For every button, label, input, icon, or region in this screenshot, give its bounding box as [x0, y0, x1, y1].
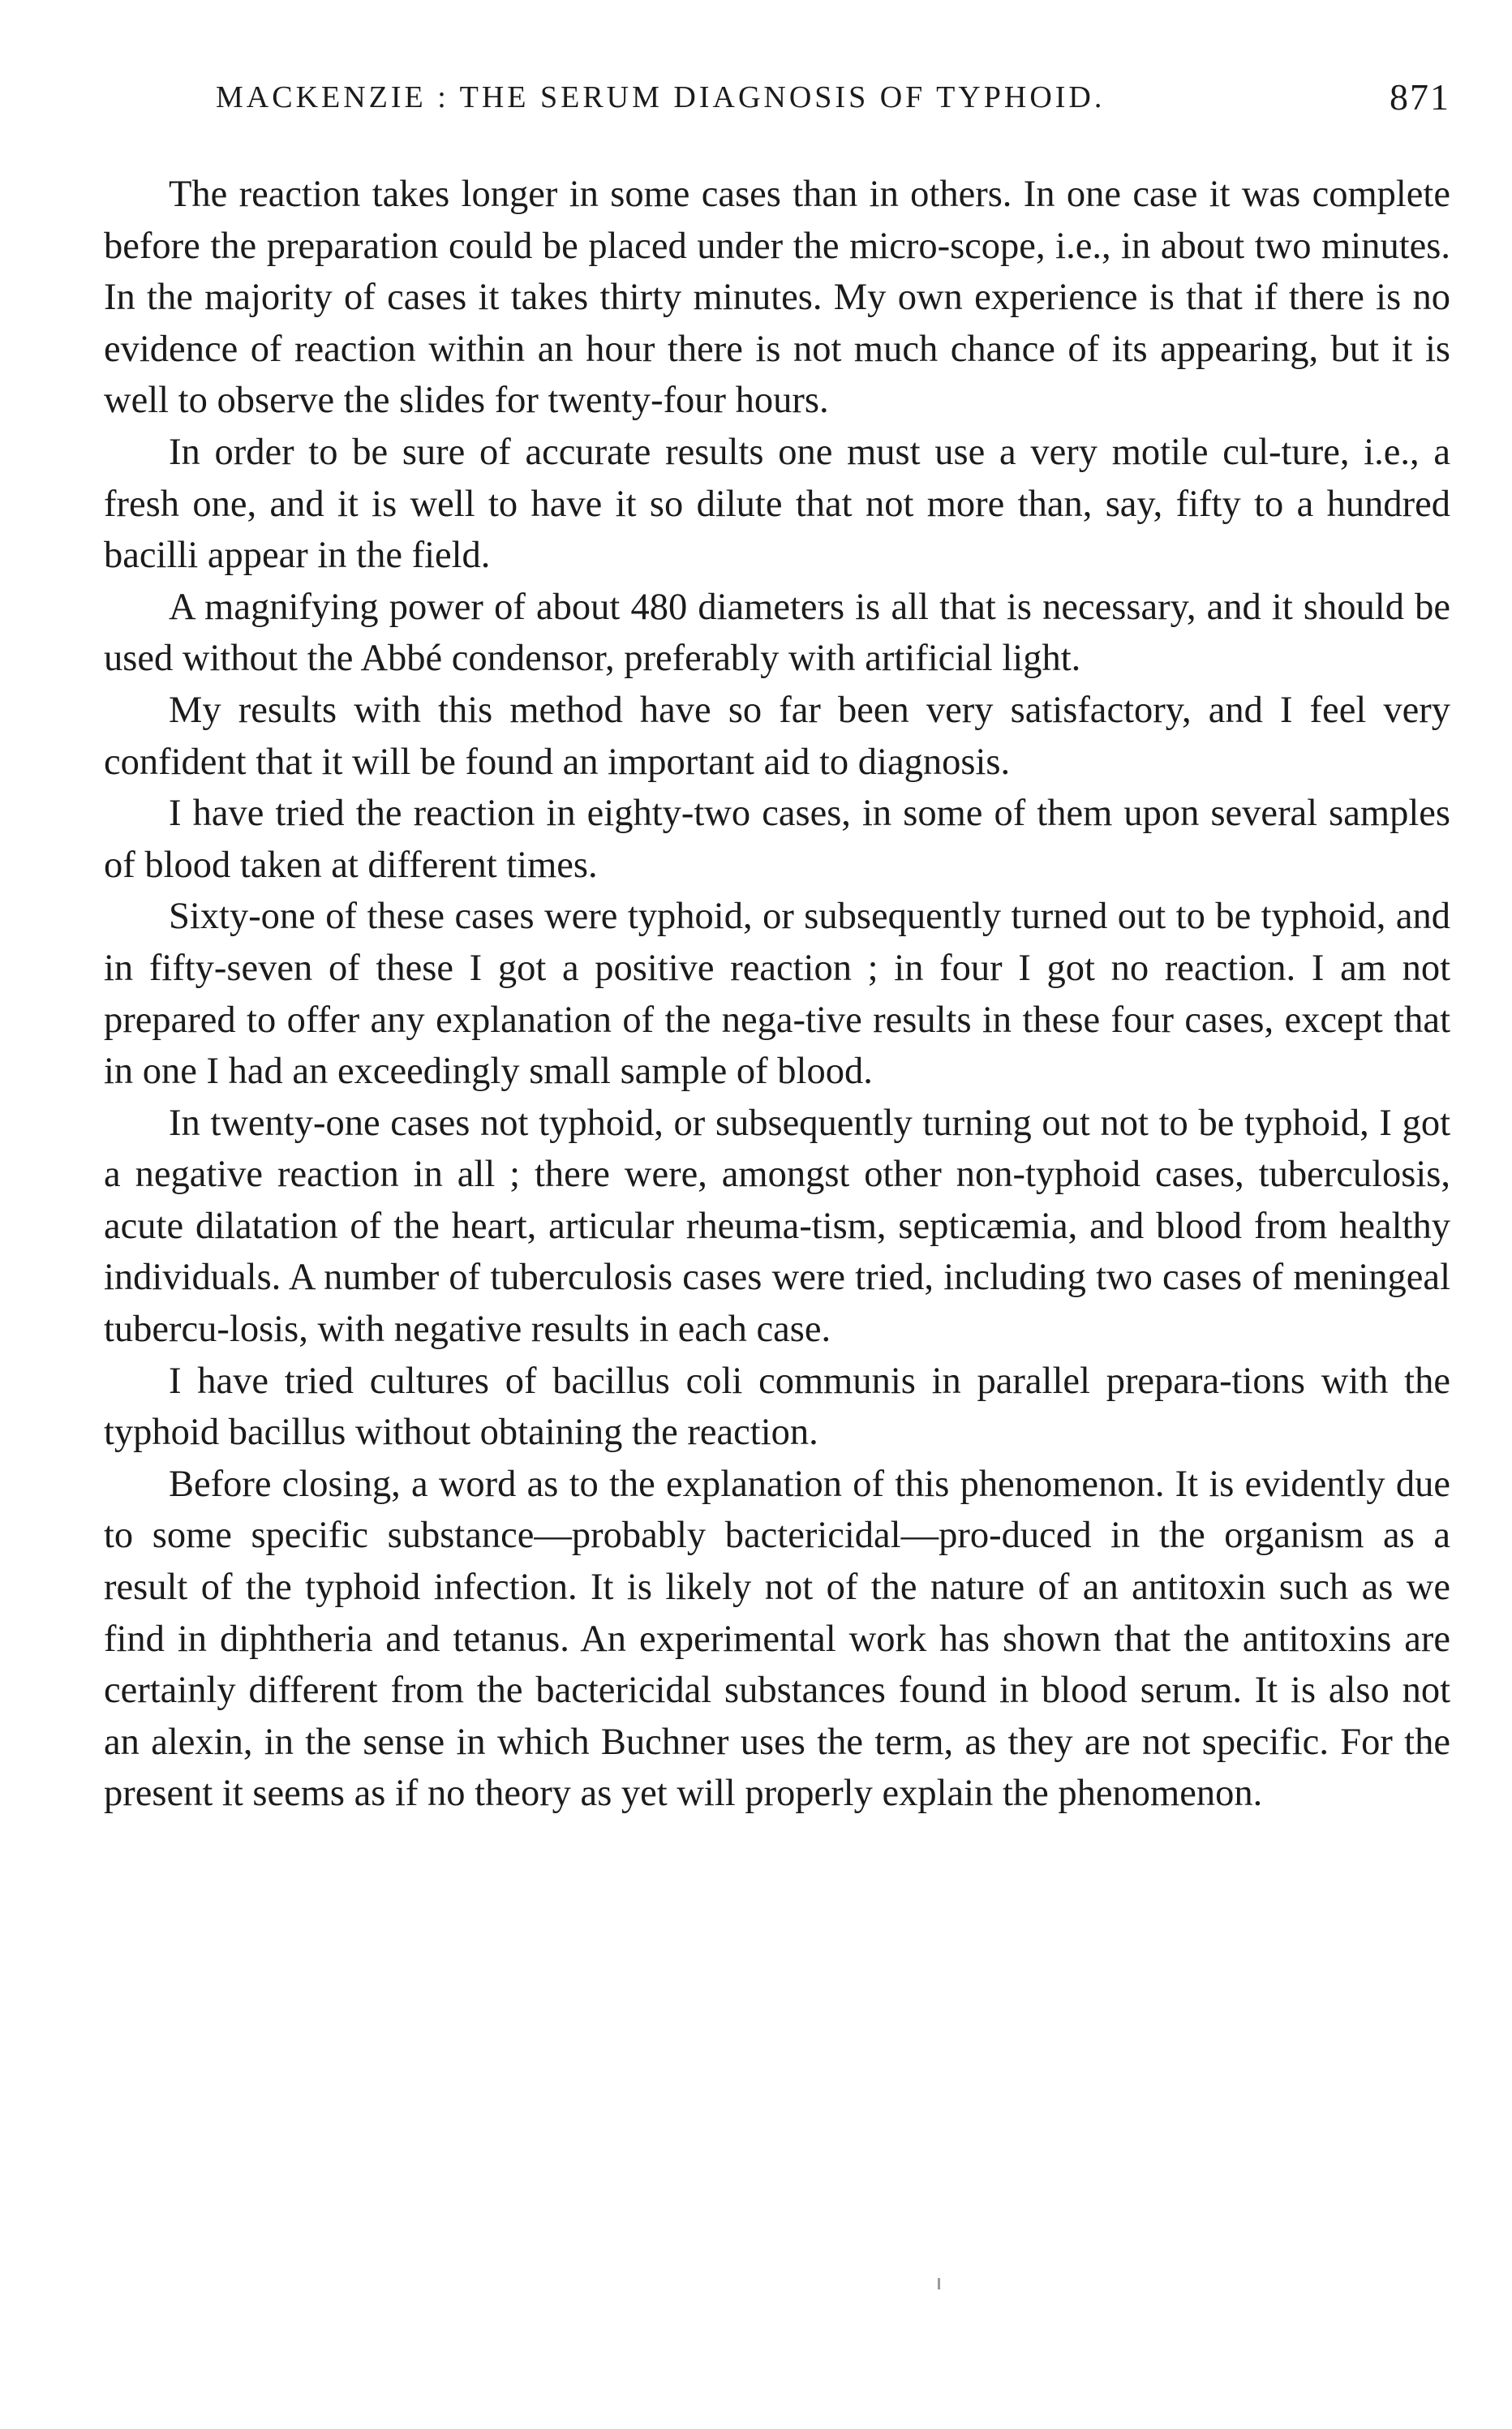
paragraph-results: My results with this method have so far been very satisfactory, and I feel very confident that it will be found an important aid to diagnosis.	[104, 689, 1450, 783]
paragraph-culture: In order to be sure of accurate results one must use a very motile cul-ture, i.e., a fresh one, and it is well to have it so dilute that not more than, say, fifty to a hundred bacilli appear in the field.	[104, 431, 1450, 577]
paragraph-reaction-time: The reaction takes longer in some cases than in others. In one case it was complete before the preparation could be placed under the micro-scope, i.e., in about two minutes. In the majority of cases it takes thirty minutes. My own experience is that if there is no evidence of reaction within an hour there is not much chance of its appearing, but it is well to observe the slides for twenty-four hours.	[104, 174, 1450, 422]
paragraph-typhoid-cases: Sixty-one of these cases were typhoid, or subsequently turned out to be typhoid, and in fifty-seven of these I got a positive reaction ; in four I got no reaction. I am not prepared to offer any explanation of the nega-tive results in these four cases, except that in one I had an exceedingly small sample of blood.	[104, 896, 1450, 1093]
running-head-title: MACKENZIE : THE SERUM DIAGNOSIS OF TYPHOID.	[216, 80, 1106, 114]
document-page	[104, 65, 1450, 1820]
paragraph-magnifying-power: A magnifying power of about 480 diameters is all that is necessary, and it should be used without the Abbé condensor, preferably with artificial light.	[104, 586, 1450, 680]
paragraph-bacillus-coli: I have tried cultures of bacillus coli communis in parallel prepara-tions with the typhoid bacillus without obtaining the reaction.	[104, 1360, 1450, 1454]
paragraph-cases-tried: I have tried the reaction in eighty-two cases, in some of them upon several samples of blood taken at different times.	[104, 793, 1450, 886]
paragraph-explanation: Before closing, a word as to the explanation of this phenomenon. It is evidently due to some specific substance—probably bactericidal—pro-duced in the organism as a result of the typhoid infection. It is likely not of the nature of an antitoxin such as we find in diphtheria and tetanus. An experimental work has shown that the antitoxins are certainly different from the bactericidal substances found in blood serum. It is also not an alexin, in the sense in which Buchner uses the term, as they are not specific. For the present it seems as if no theory as yet will properly explain the phenomenon.	[104, 1463, 1450, 1815]
page-number: 871	[1390, 76, 1450, 118]
paragraph-non-typhoid-cases: In twenty-one cases not typhoid, or subsequently turning out not to be typhoid, I got a negative reaction in all ; there were, amongst other non-typhoid cases, tuberculosis, acute dilatation of the heart, articular rheuma-tism, septicæmia, and blood from healthy individuals. A number of tuberculosis cases were tried, including two cases of meningeal tubercu-losis, with negative results in each case.	[104, 1102, 1450, 1351]
running-head	[104, 65, 1450, 130]
body-text	[104, 169, 1450, 1820]
stray-ink-mark	[938, 2278, 940, 2289]
